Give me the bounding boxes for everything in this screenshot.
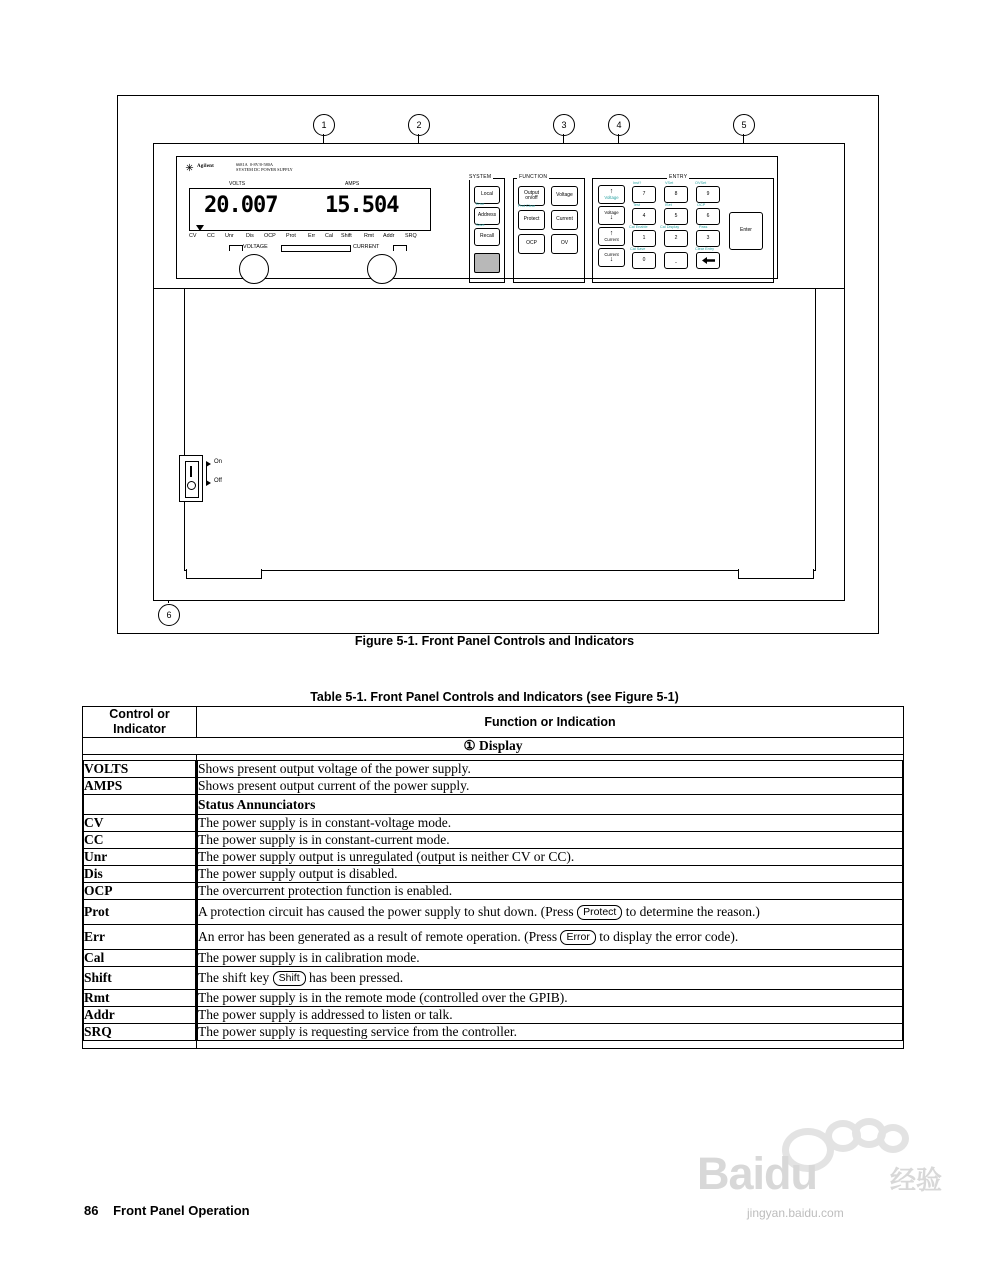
annunciator-srq: SRQ [405, 233, 417, 239]
table-row [84, 990, 196, 1007]
brand-label: Agilent [197, 164, 214, 169]
table-row [198, 849, 903, 866]
key-digit-7[interactable]: 7 [632, 186, 656, 203]
page-number: 86 [84, 1203, 99, 1218]
entry-group-title: ENTRY [669, 174, 688, 180]
power-off-label: Off [214, 478, 222, 484]
table-row [84, 925, 196, 950]
table-row [198, 761, 903, 778]
model-label: 6681A 0-8V/0-580A SYSTEM DC POWER SUPPLY [236, 162, 293, 173]
desc-err-pre: An error has been generated as a result of remote operation. (Press [198, 928, 558, 944]
indicator-cv: CV [84, 815, 196, 832]
indicator-cc: CC [84, 832, 196, 849]
key-voltage[interactable]: Voltage [551, 186, 578, 206]
desc-addr: The power supply is addressed to listen or talk. [198, 1007, 903, 1024]
shift-label-prot-clear: Prot Clear [518, 204, 536, 208]
desc-cal: The power supply is in calibration mode. [198, 950, 903, 967]
key-local[interactable]: Local [474, 186, 500, 204]
shift-label-clear-entry: Clear Entry [695, 247, 714, 251]
indicator-addr: Addr [84, 1007, 196, 1024]
desc-volts: Shows present output voltage of the power supply. [198, 761, 903, 778]
shift-label-vset: VSet [665, 181, 674, 185]
arrow-down-icon [610, 215, 614, 221]
key-digit-1[interactable]: 1 [632, 230, 656, 247]
indicator-dis: Dis [84, 866, 196, 883]
key-backspace[interactable] [696, 252, 720, 269]
display-pointer-icon [196, 225, 204, 231]
callout-6: 6 [158, 604, 180, 626]
annunciator-shift: Shift [341, 233, 352, 239]
power-off-arrow-icon [206, 480, 211, 486]
voltage-rail [281, 245, 351, 252]
key-decimal-point[interactable]: . [664, 252, 688, 269]
indicator-err: Err [84, 925, 196, 950]
desc-status-annunciators: Status Annunciators [198, 795, 903, 815]
key-digit-4[interactable]: 4 [632, 208, 656, 225]
table-row [84, 832, 196, 849]
chassis-foot-left [186, 569, 262, 579]
key-current[interactable]: Current [551, 210, 578, 230]
agilent-logo-icon [185, 163, 194, 172]
table-row [198, 1024, 903, 1041]
desc-amps: Shows present output current of the power supply. [198, 778, 903, 795]
chapter-title: Front Panel Operation [113, 1203, 250, 1218]
callout-2: 2 [408, 114, 430, 136]
desc-srq: The power supply is requesting service from the controller. [198, 1024, 903, 1041]
key-digit-9[interactable]: 9 [696, 186, 720, 203]
table-section-row [83, 738, 904, 755]
table-row [84, 778, 196, 795]
table-body-row [83, 755, 904, 1049]
key-voltage-down[interactable]: Voltage ↓ [598, 206, 625, 225]
desc-shift [198, 967, 903, 990]
table-row [84, 1007, 196, 1024]
table-row [198, 866, 903, 883]
shift-label-error: Error [476, 202, 485, 206]
indicator-unr: Unr [84, 849, 196, 866]
key-digit-8[interactable]: 8 [664, 186, 688, 203]
table-row [84, 795, 196, 815]
annunciator-dis: Dis [246, 233, 254, 239]
shift-label-cal-save: Cal Save [630, 247, 646, 251]
annunciator-cc: CC [207, 233, 215, 239]
key-digit-6[interactable]: 6 [696, 208, 720, 225]
table-row [198, 950, 903, 967]
amps-label: AMPS [345, 181, 360, 187]
current-knob[interactable] [367, 254, 397, 284]
desc-rmt: The power supply is in the remote mode (controlled over the GPIB). [198, 990, 903, 1007]
table-row [84, 950, 196, 967]
desc-shift-pre: The shift key [198, 969, 270, 985]
shift-label-save: Save [476, 223, 485, 227]
power-rocker[interactable] [185, 461, 199, 498]
indicator-rmt: Rmt [84, 990, 196, 1007]
indicator-ocp: OCP [84, 883, 196, 900]
desc-err [198, 925, 903, 950]
arrow-down-icon-2 [610, 257, 614, 263]
callout-1: 1 [313, 114, 335, 136]
function-group-title: FUNCTION [519, 174, 548, 180]
annunciator-err: Err [308, 233, 316, 239]
power-on-arrow-icon [206, 461, 211, 467]
table-row [84, 866, 196, 883]
header-function-or-indication: Function or Indication [197, 707, 904, 738]
volts-reading: 20.007 [204, 193, 278, 218]
header-control-or-indicator: Control or Indicator [83, 707, 197, 738]
shift-label-inst: Inst? [633, 181, 642, 185]
table-row [198, 883, 903, 900]
indicator-cal: Cal [84, 950, 196, 967]
annunciator-cal: Cal [325, 233, 334, 239]
indicator-shift: Shift [84, 967, 196, 990]
key-current-up[interactable]: ↑ Current [598, 227, 625, 246]
table-row [198, 990, 903, 1007]
power-off-symbol-icon [187, 481, 196, 490]
indicator-srq: SRQ [84, 1024, 196, 1041]
annunciator-prot: Prot [286, 233, 296, 239]
indicator-amps: AMPS [84, 778, 196, 795]
key-protect[interactable]: Protect [518, 210, 545, 230]
desc-unr: The power supply output is unregulated (output is neither CV or CC). [198, 849, 903, 866]
description-column [197, 755, 904, 1049]
table-row [198, 832, 903, 849]
volts-label: VOLTS [229, 181, 246, 187]
key-ov[interactable]: OV [551, 234, 578, 254]
table-row [198, 795, 903, 815]
shift-label-cal-enable: Cal Enable [629, 225, 648, 229]
figure-5-1 [117, 95, 879, 634]
paw-icon-2 [825, 1120, 861, 1152]
keycap-shift: Shift [273, 971, 306, 986]
system-group-title: SYSTEM [469, 174, 492, 180]
desc-prot-pre: A protection circuit has caused the power supply to shut down. (Press [198, 903, 574, 919]
watermark-url: jingyan.baidu.com [747, 1206, 844, 1220]
desc-prot [198, 900, 903, 925]
key-voltage-up[interactable]: ↑ Voltage [598, 185, 625, 204]
watermark-text: Baidu [697, 1148, 818, 1199]
key-digit-0[interactable]: 0 [632, 252, 656, 269]
voltage-knob-label: VOLTAGE [243, 244, 268, 250]
desc-prot-post: to determine the reason.) [625, 903, 760, 919]
key-digit-2[interactable]: 2 [664, 230, 688, 247]
shift-label-test: Test [633, 203, 640, 207]
table-row [84, 967, 196, 990]
annunciator-ocp: OCP [264, 233, 276, 239]
callout-5: 5 [733, 114, 755, 136]
callout-3: 3 [553, 114, 575, 136]
power-switch[interactable] [179, 455, 203, 502]
annunciator-unr: Unr [225, 233, 234, 239]
annunciator-addr: Addr [383, 233, 395, 239]
callout-4: 4 [608, 114, 630, 136]
desc-cc: The power supply is in constant-current mode. [198, 832, 903, 849]
key-output-onoff[interactable]: Output on/off [518, 186, 545, 206]
annunciator-cv: CV [189, 233, 197, 239]
table-row [198, 778, 903, 795]
shift-label-cal-display: Cal Display [660, 225, 680, 229]
table-row [84, 849, 196, 866]
desc-err-post: to display the error code). [599, 928, 739, 944]
voltage-bracket-icon [229, 245, 243, 251]
watermark [697, 1128, 962, 1228]
key-digit-3[interactable]: 3 [696, 230, 720, 247]
key-address[interactable]: Address [474, 207, 500, 225]
chassis-foot-right [738, 569, 814, 579]
indicator-blank [84, 795, 196, 815]
front-panel-bezel [176, 156, 778, 279]
amps-reading: 15.504 [325, 193, 399, 218]
shift-label-ovset: OVSet [695, 181, 707, 185]
paw-icon-3 [852, 1118, 886, 1148]
backspace-arrow-icon [702, 257, 715, 264]
shift-label-pass: Pass [699, 225, 708, 229]
table-row [198, 967, 903, 990]
chassis-lower-panel [184, 288, 816, 571]
watermark-cn: 经验 [890, 1165, 943, 1195]
table-row [84, 900, 196, 925]
figure-caption: Figure 5-1. Front Panel Controls and Indicators [354, 634, 635, 648]
indicator-volts: VOLTS [84, 761, 196, 778]
desc-dis: The power supply output is disabled. [198, 866, 903, 883]
desc-shift-post: has been pressed. [309, 969, 404, 985]
key-recall[interactable]: Recall [474, 228, 500, 246]
paw-icon-4 [877, 1124, 909, 1153]
key-ocp[interactable]: OCP [518, 234, 545, 254]
paw-icon-1 [782, 1128, 834, 1172]
table-row [84, 761, 196, 778]
key-digit-5[interactable]: 5 [664, 208, 688, 225]
keycap-error: Error [560, 930, 595, 945]
table-caption: Table 5-1. Front Panel Controls and Indicators (see Figure 5-1) [310, 690, 679, 704]
table-row [198, 815, 903, 832]
table-5-1 [82, 706, 904, 1049]
table-row [198, 1007, 903, 1024]
table-header-row [83, 707, 904, 738]
voltage-knob[interactable] [239, 254, 269, 284]
shift-label-iset: ISet [665, 203, 672, 207]
power-on-symbol-icon [190, 466, 192, 477]
shift-label-ocp: OCP [697, 203, 706, 207]
desc-cv: The power supply is in constant-voltage mode. [198, 815, 903, 832]
current-bracket-icon [393, 245, 407, 251]
table-row [198, 900, 903, 925]
page-footer [84, 1203, 250, 1218]
table-row [84, 815, 196, 832]
key-current-down[interactable]: Current ↓ [598, 248, 625, 267]
key-enter[interactable]: Enter [729, 212, 763, 250]
table-row [198, 925, 903, 950]
annunciator-rmt: Rmt [364, 233, 374, 239]
section-display-label: ① Display [83, 738, 904, 755]
current-knob-label: CURRENT [353, 244, 380, 250]
key-shift[interactable] [474, 253, 500, 273]
table-row [84, 883, 196, 900]
desc-ocp: The overcurrent protection function is enabled. [198, 883, 903, 900]
table-row [84, 1024, 196, 1041]
indicator-column [83, 755, 197, 1049]
indicator-prot: Prot [84, 900, 196, 925]
power-on-label: On [214, 459, 223, 465]
keycap-protect: Protect [577, 905, 622, 920]
power-supply-chassis [153, 143, 845, 601]
